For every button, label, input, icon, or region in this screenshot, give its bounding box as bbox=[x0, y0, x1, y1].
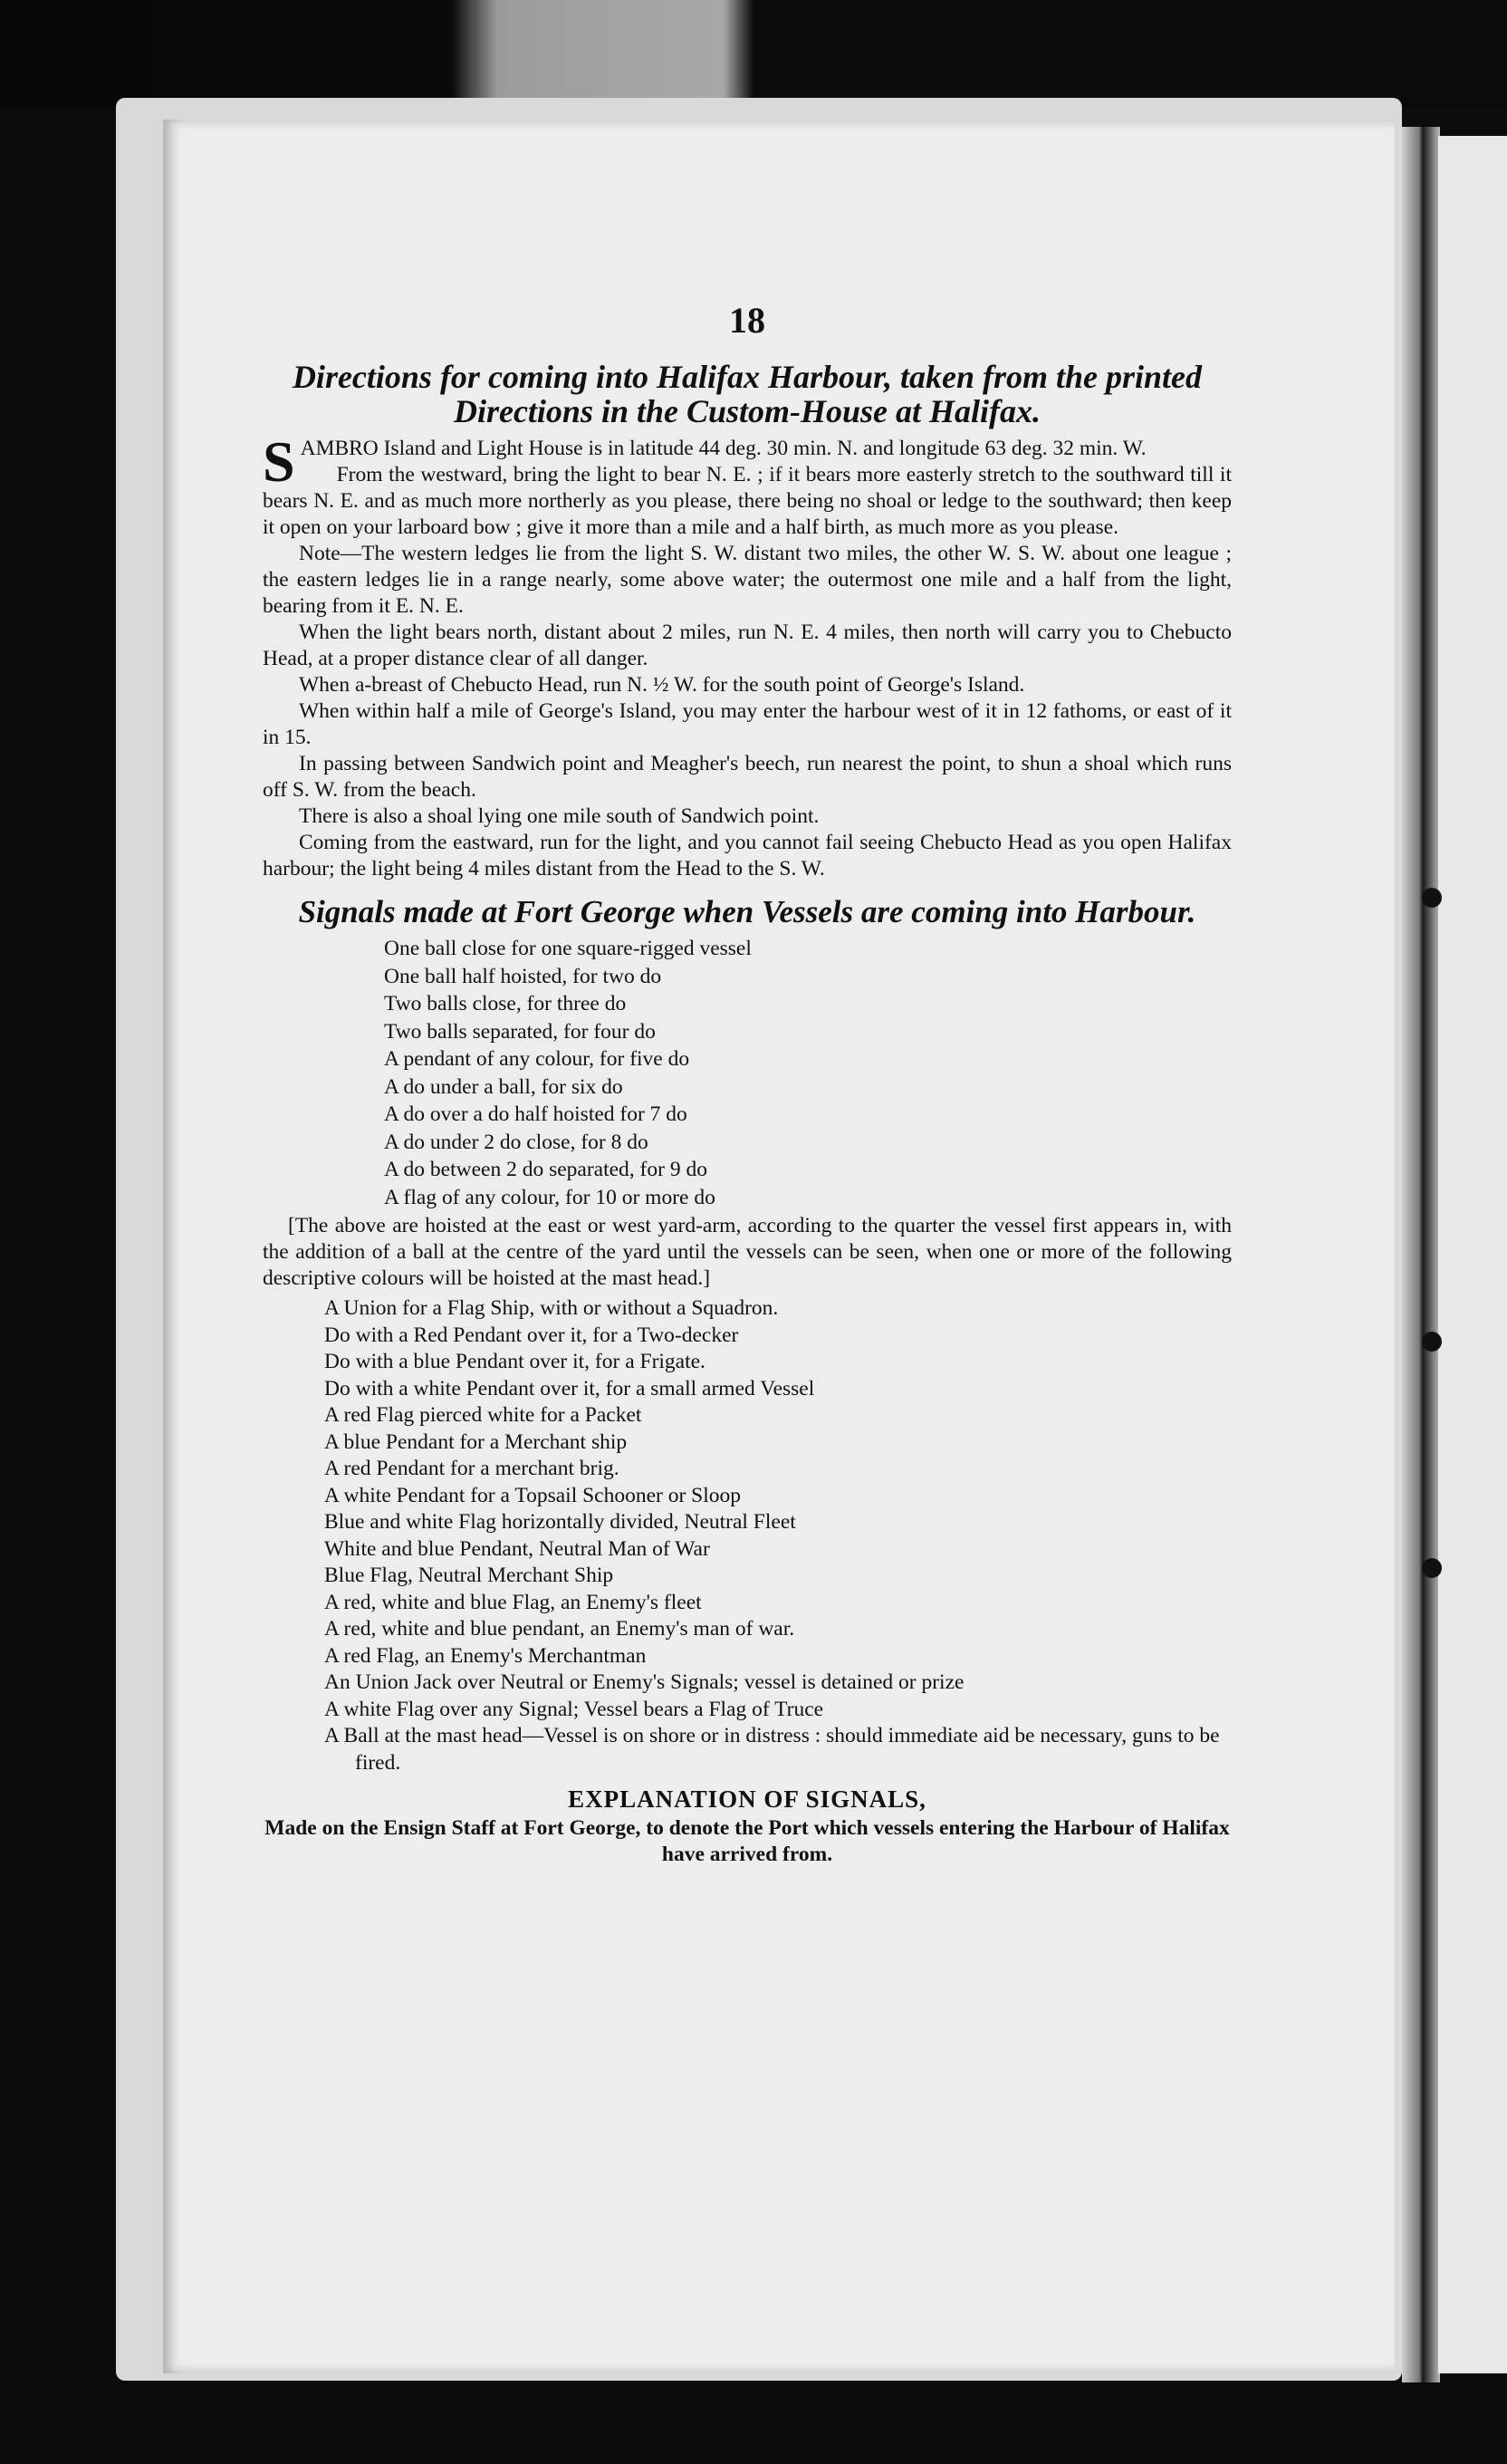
direction-paragraph: In passing between Sandwich point and Meagher's beech, run nearest the point, to shun a shoal which runs off S. W. from the beach. bbox=[263, 752, 1232, 802]
signal-item: A flag of any colour, for 10 or more do bbox=[384, 1185, 715, 1209]
book-gutter bbox=[1402, 127, 1440, 2382]
signal-item: One ball half hoisted, for two do bbox=[384, 964, 662, 988]
directions-section bbox=[263, 429, 1232, 882]
direction-paragraph: Note—The western ledges lie from the light S. W. distant two miles, the other W. S. W. about one league ; the eastern ledges lie in a range nearly, some above water; the outermost one mile and a half from the light, bearing from it E. N. E. bbox=[263, 542, 1232, 618]
facing-page-edge bbox=[1438, 136, 1507, 2373]
flag-item: A Ball at the mast head—Vessel is on shore or in distress : should immediate aid be necessary, guns to be fired. bbox=[324, 1724, 1220, 1775]
signal-item: One ball close for one square-rigged vessel bbox=[384, 937, 752, 960]
flag-item: A white Flag over any Signal; Vessel bears a Flag of Truce bbox=[324, 1697, 824, 1721]
signals-title: Signals made at Fort George when Vessels are coming into Harbour. bbox=[298, 894, 1196, 929]
signal-item: A do under 2 do close, for 8 do bbox=[384, 1130, 648, 1154]
signal-item: A do under a ball, for six do bbox=[384, 1074, 623, 1099]
page-number: 18 bbox=[729, 300, 765, 341]
direction-paragraph: SAMBRO Island and Light House is in latitude 44 deg. 30 min. N. and longitude 63 deg. 32 min. W. bbox=[263, 429, 1147, 494]
direction-paragraph: Coming from the eastward, run for the light, and you cannot fail seeing Chebucto Head as you open Halifax harbour; the light being 4 miles distant from the Head to the S. W. bbox=[263, 831, 1232, 881]
explanation-text: Made on the Ensign Staff at Fort George, to denote the Port which vessels entering the Harbour of Halifax have arrived from. bbox=[264, 1816, 1230, 1866]
flag-item: A white Pendant for a Topsail Schooner or Sloop bbox=[324, 1483, 742, 1507]
flag-item: An Union Jack over Neutral or Enemy's Signals; vessel is detained or prize bbox=[324, 1670, 965, 1694]
flag-item: Do with a Red Pendant over it, for a Two-decker bbox=[324, 1323, 739, 1347]
flag-item: Do with a blue Pendant over it, for a Frigate. bbox=[324, 1350, 706, 1373]
binding-stitch bbox=[1422, 1332, 1442, 1352]
page-title: Directions for coming into Halifax Harbour, taken from the printed Directions in the Custom-House at Halifax. bbox=[292, 359, 1203, 429]
signal-item: Two balls close, for three do bbox=[384, 992, 627, 1015]
flag-item: Do with a white Pendant over it, for a small armed Vessel bbox=[324, 1376, 815, 1400]
flag-item: Blue Flag, Neutral Merchant Ship bbox=[324, 1564, 614, 1587]
flag-colours-list bbox=[324, 1295, 1232, 1776]
signal-item: A pendant of any colour, for five do bbox=[384, 1047, 690, 1071]
flag-item: White and blue Pendant, Neutral Man of War bbox=[324, 1536, 710, 1561]
binding-stitch bbox=[1422, 888, 1442, 908]
direction-paragraph: There is also a shoal lying one mile south of Sandwich point. bbox=[299, 804, 820, 828]
signal-item: A do between 2 do separated, for 9 do bbox=[384, 1158, 707, 1181]
signals-note: [The above are hoisted at the east or west yard-arm, according to the quarter the vessel first appears in, with the addition of a ball at the centre of the yard until the vessels can be seen, when one or more of the following descriptive colours will be hoisted at the mast head.] bbox=[263, 1214, 1232, 1290]
flag-item: A red, white and blue Flag, an Enemy's fleet bbox=[324, 1590, 702, 1614]
flag-item: A red Flag pierced white for a Packet bbox=[324, 1403, 642, 1427]
signal-item: Two balls separated, for four do bbox=[384, 1019, 656, 1044]
signals-list bbox=[384, 935, 1232, 1211]
direction-paragraph: When the light bears north, distant about 2 miles, run N. E. 4 miles, then north will carry you to Chebucto Head, at a proper distance clear of all danger. bbox=[263, 621, 1232, 670]
scan-background bbox=[0, 0, 1507, 109]
flag-item: A Union for a Flag Ship, with or without a Squadron. bbox=[324, 1296, 779, 1320]
explanation-heading: EXPLANATION OF SIGNALS, bbox=[568, 1785, 926, 1813]
flag-item: A red, white and blue pendant, an Enemy's man of war. bbox=[324, 1617, 795, 1641]
flag-item: A blue Pendant for a Merchant ship bbox=[324, 1429, 628, 1454]
binding-stitch bbox=[1422, 1558, 1442, 1578]
direction-paragraph: When a-breast of Chebucto Head, run N. ½ W. for the south point of George's Island. bbox=[299, 673, 1025, 697]
direction-paragraph: When within half a mile of George's Island, you may enter the harbour west of it in 12 fathoms, or east of it in 15. bbox=[263, 699, 1232, 749]
flag-item: A red Flag, an Enemy's Merchantman bbox=[324, 1643, 647, 1668]
flag-item: Blue and white Flag horizontally divided, Neutral Fleet bbox=[324, 1510, 796, 1534]
page-content bbox=[263, 299, 1232, 1868]
direction-paragraph: From the westward, bring the light to bear N. E. ; if it bears more easterly stretch to the southward till it bears N. E. and as much more northerly as you please, there being no shoal or ledge to the southward; then keep it open on your larboard bow ; give it more than a mile and a half birth, as much more as you please. bbox=[263, 463, 1232, 539]
flag-item: A red Pendant for a merchant brig. bbox=[324, 1457, 619, 1480]
signal-item: A do over a do half hoisted for 7 do bbox=[384, 1102, 687, 1126]
drop-cap: S bbox=[263, 429, 295, 494]
